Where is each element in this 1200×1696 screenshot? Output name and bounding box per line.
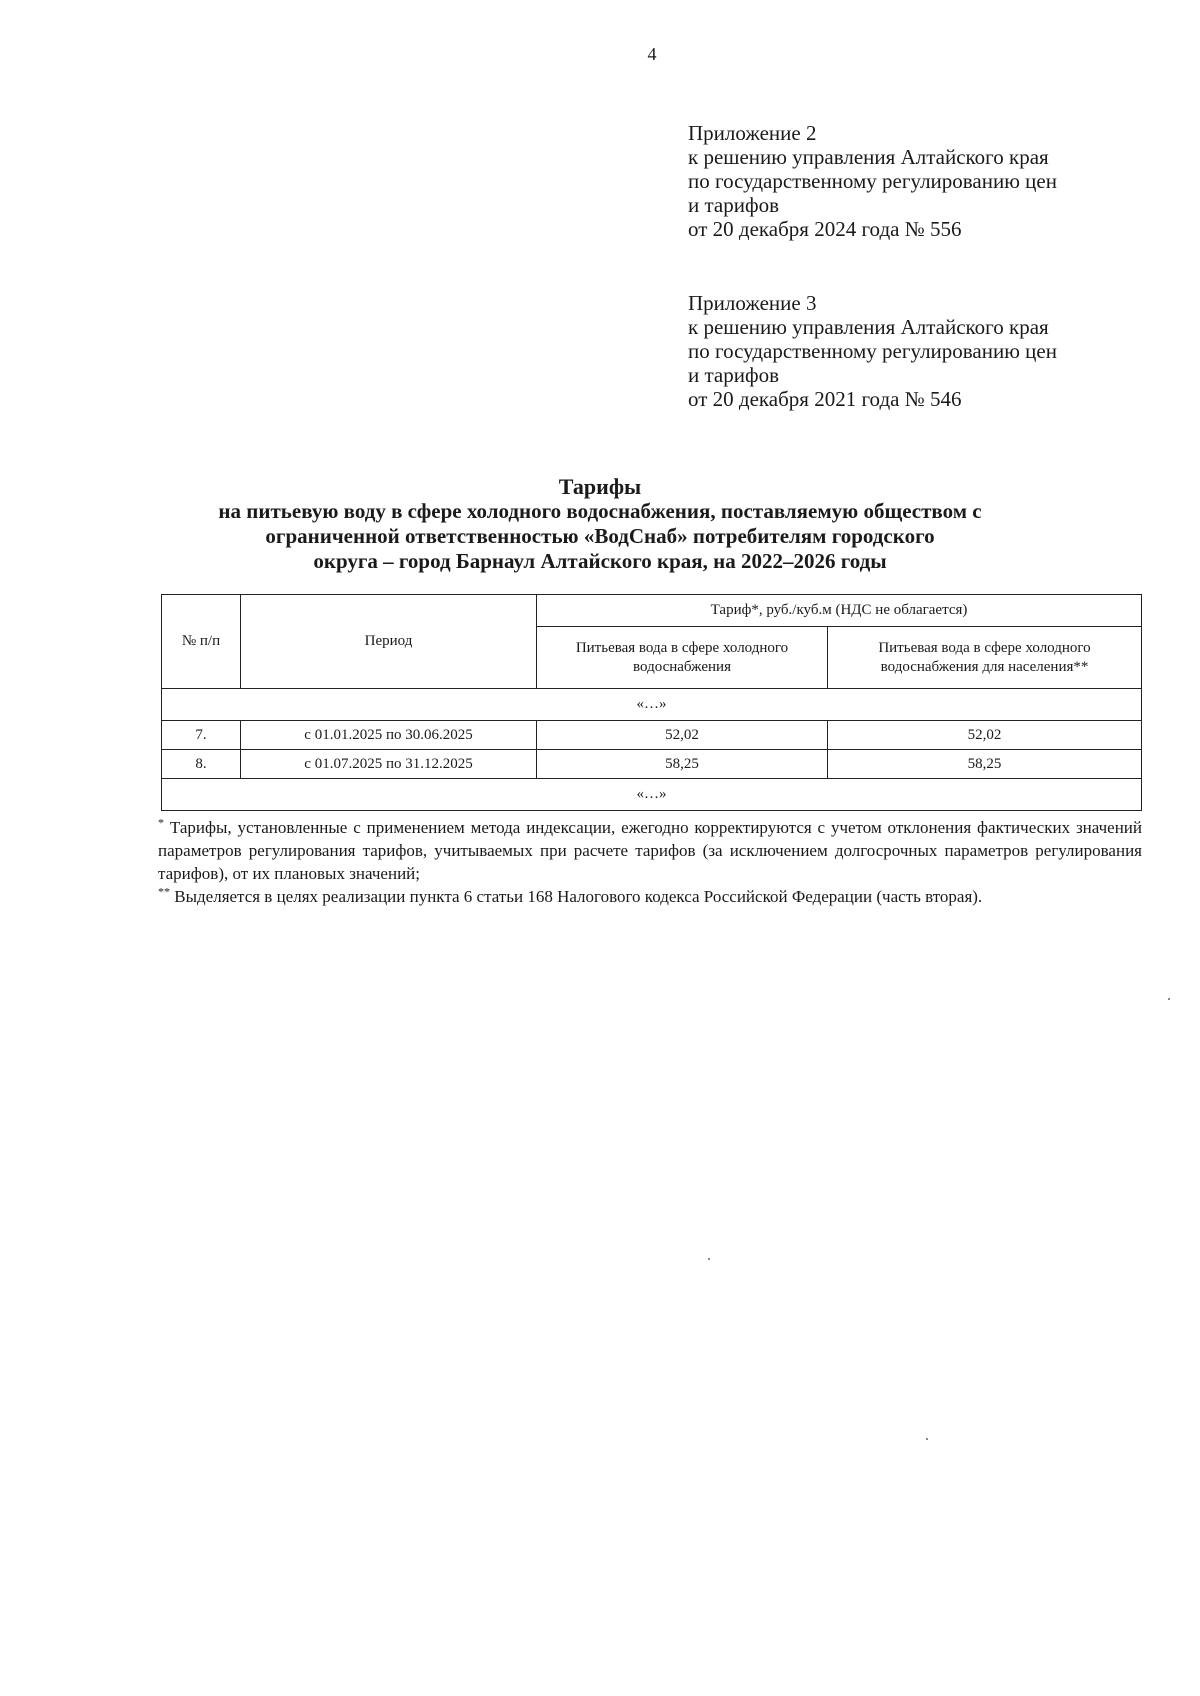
row-number: 7. bbox=[162, 721, 241, 750]
footnote-text: Тарифы, установленные с применением метода индексации, ежегодно корректируются с учетом отклонения фактических значений параметров регулирования тарифов, учитываемых при расчете тарифов (за исключением долгосрочных параметров регулирования тарифов), от их плановых значений; bbox=[158, 818, 1143, 883]
ellipsis-cell: «…» bbox=[162, 689, 1142, 721]
footnotes bbox=[158, 816, 1142, 908]
appendix-3-line: и тарифов bbox=[688, 363, 780, 387]
scan-speck bbox=[926, 1438, 928, 1440]
footnote-1 bbox=[158, 816, 1142, 885]
header-water-population: Питьевая вода в сфере холодного водоснабжения для населения** bbox=[828, 627, 1142, 689]
title-main: Тарифы bbox=[558, 474, 642, 499]
row-water: 52,02 bbox=[537, 721, 828, 750]
appendix-3-line: по государственному регулированию цен bbox=[688, 339, 1057, 363]
appendix-2-block bbox=[688, 121, 1158, 241]
appendix-2-line: и тарифов bbox=[688, 193, 780, 217]
header-number: № п/п bbox=[162, 595, 241, 689]
appendix-3-line: Приложение 3 bbox=[688, 291, 817, 315]
appendix-2-line: по государственному регулированию цен bbox=[688, 169, 1057, 193]
row-water-population: 52,02 bbox=[828, 721, 1142, 750]
scan-speck bbox=[708, 1258, 710, 1260]
row-period: с 01.01.2025 по 30.06.2025 bbox=[241, 721, 537, 750]
row-water-population: 58,25 bbox=[828, 750, 1142, 779]
title-line: ограниченной ответственностью «ВодСнаб» потребителям городского bbox=[265, 524, 935, 548]
footnote-mark: * bbox=[158, 815, 164, 830]
scan-speck bbox=[1168, 998, 1170, 1000]
tariffs-table bbox=[161, 594, 1142, 811]
appendix-2-line: Приложение 2 bbox=[688, 121, 817, 145]
page-number: 4 bbox=[647, 44, 657, 64]
row-period: с 01.07.2025 по 31.12.2025 bbox=[241, 750, 537, 779]
title-line: на питьевую воду в сфере холодного водоснабжения, поставляемую обществом с bbox=[218, 499, 982, 523]
footnote-2 bbox=[158, 885, 1142, 908]
header-tariff: Тариф*, руб./куб.м (НДС не облагается) bbox=[537, 595, 1142, 627]
table-row bbox=[162, 750, 1142, 779]
appendix-3-line: от 20 декабря 2021 года № 546 bbox=[688, 387, 962, 411]
footnote-mark: ** bbox=[158, 884, 170, 899]
table-row bbox=[162, 721, 1142, 750]
row-number: 8. bbox=[162, 750, 241, 779]
appendix-2-line: от 20 декабря 2024 года № 556 bbox=[688, 217, 962, 241]
footnote-text: Выделяется в целях реализации пункта 6 статьи 168 Налогового кодекса Российской Федерации (часть вторая). bbox=[174, 887, 983, 906]
header-period: Период bbox=[241, 595, 537, 689]
row-water: 58,25 bbox=[537, 750, 828, 779]
header-water: Питьевая вода в сфере холодного водоснабжения bbox=[537, 627, 828, 689]
appendix-2-line: к решению управления Алтайского края bbox=[688, 145, 1049, 169]
appendix-3-line: к решению управления Алтайского края bbox=[688, 315, 1049, 339]
document-title bbox=[150, 474, 1050, 574]
title-line: округа – город Барнаул Алтайского края, на 2022–2026 годы bbox=[313, 549, 887, 573]
ellipsis-cell: «…» bbox=[162, 779, 1142, 811]
appendix-3-block bbox=[688, 291, 1158, 411]
